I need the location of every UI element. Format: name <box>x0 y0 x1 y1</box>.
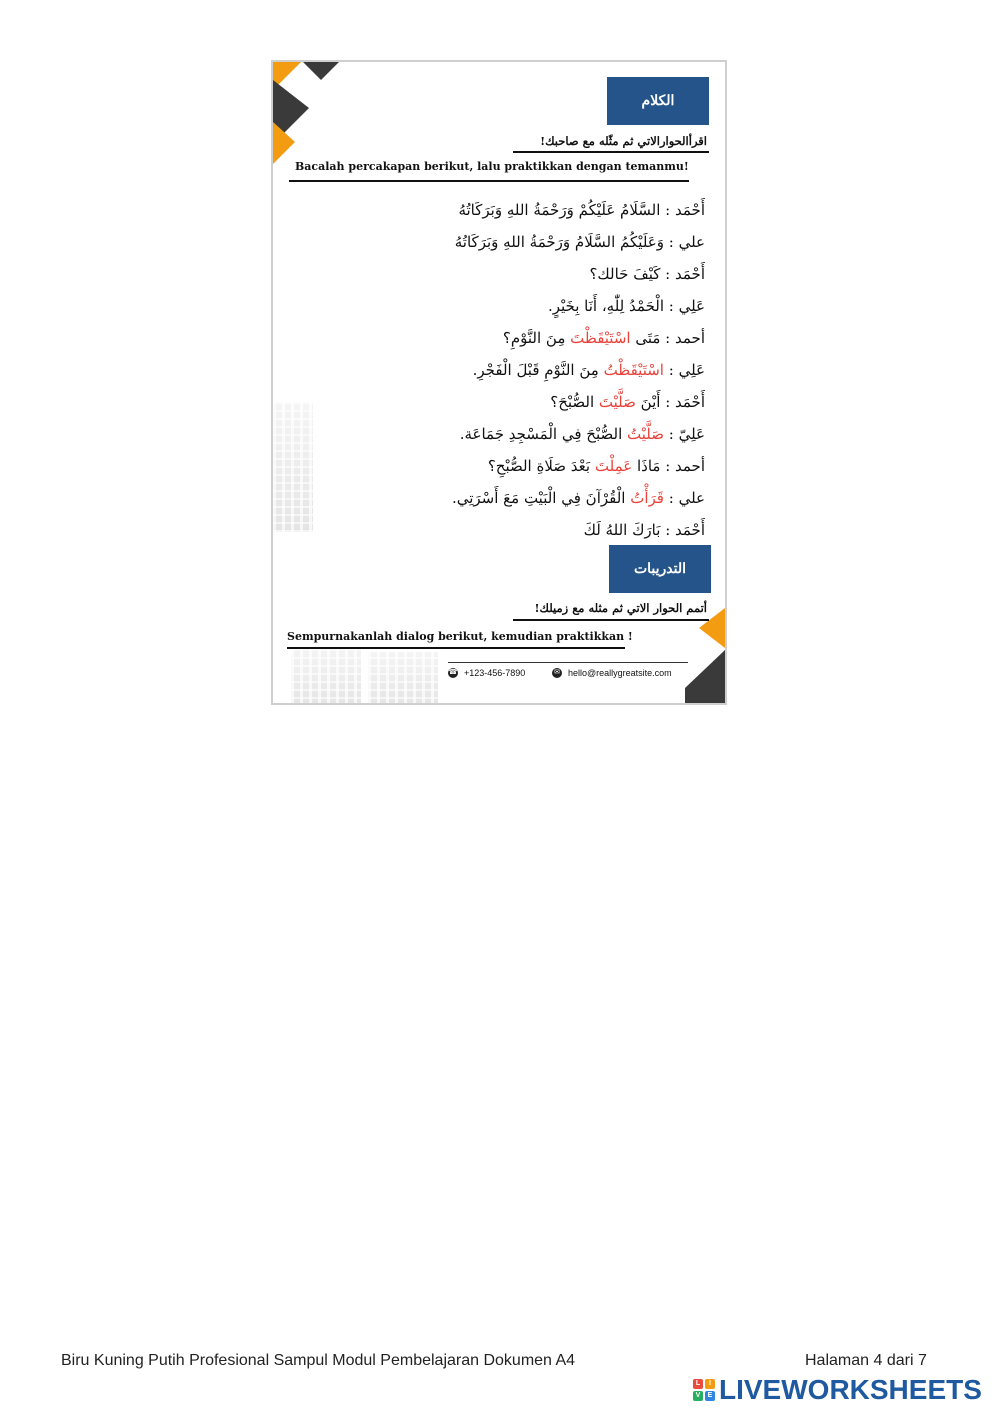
section-title-tadribat: التدريبات <box>609 545 711 593</box>
dialog-line <box>405 450 705 482</box>
dialog-text: بَعْدَ صَلَاةِ الصُّبْحِ؟ <box>487 457 595 475</box>
dialog-text: أَحْمَد : أَيْنَ <box>635 393 705 411</box>
instruction-arabic-1: اقرأالحوارالاتي ثم مثّله مع صاحبك! <box>540 134 707 148</box>
dialog-text: أحمد : مَتَى <box>630 329 705 347</box>
dialog-line <box>405 386 705 418</box>
logo-letter-i: I <box>705 1379 715 1389</box>
logo-letter-l: L <box>693 1379 703 1389</box>
email-contact <box>552 668 672 678</box>
dialog-text: الصُّبْحَ؟ <box>550 393 599 411</box>
phone-number: +123-456-7890 <box>464 668 526 678</box>
instruction-arabic-2: أتمم الحوار الاتي ثم مثله مع زميلك! <box>534 601 707 615</box>
dialog-line <box>405 322 705 354</box>
dialog-verb-highlight: صَلَّيْتَ <box>598 393 636 411</box>
dialog-text: عَلِي : <box>663 361 705 379</box>
dialog-text: أَحْمَد : بَارَكَ اللهُ لَكَ <box>583 521 705 539</box>
instruction-arabic-2-underline <box>513 619 709 621</box>
page-indicator: Halaman 4 dari 7 <box>805 1352 927 1369</box>
dialog-text: أحمد : مَاذَا <box>632 457 705 475</box>
top-left-decoration <box>273 62 343 172</box>
instruction-indonesian-1: Bacalah percakapan berikut, lalu praktikkan dengan temanmu! <box>295 160 689 173</box>
bottom-right-decoration <box>685 608 725 703</box>
document-caption: Biru Kuning Putih Profesional Sampul Modul Pembelajaran Dokumen A4 <box>61 1352 576 1369</box>
email-icon: ✉ <box>552 668 562 678</box>
dialog-line <box>405 194 705 226</box>
instruction-indonesian-2: Sempurnakanlah dialog berikut, kemudian praktikkan ! <box>287 630 633 643</box>
dialog-verb-highlight: اسْتَيْقَظْتُ <box>603 361 664 379</box>
dialog-text: مِنَ النَّوْمِ قَبْلَ الْفَجْرِ. <box>472 361 604 379</box>
dialog-text: أَحْمَد : السَّلَامُ عَلَيْكُمْ وَرَحْمَةُ اللهِ وَبَرَكَاتُهُ <box>458 201 705 219</box>
dialog-line <box>405 258 705 290</box>
dialog-block <box>405 194 705 546</box>
contact-footer-rule <box>448 662 688 663</box>
section-title-kalam: الكلام <box>607 77 709 125</box>
worksheet-page <box>271 60 727 705</box>
dialog-text: علي : وَعَلَيْكُمُ السَّلَامُ وَرَحْمَةُ اللهِ وَبَرَكَاتُهُ <box>454 233 705 251</box>
dialog-verb-highlight: قَرَأْتُ <box>630 489 664 507</box>
dialog-verb-highlight: عَمِلْتَ <box>594 457 633 475</box>
dialog-text: الْقُرْآنَ فِي الْبَيْتِ مَعَ أَسْرَتِي. <box>451 489 631 507</box>
liveworksheets-logo <box>693 1374 982 1406</box>
background-building-bottom-1 <box>291 647 361 705</box>
logo-letter-e: E <box>705 1391 715 1401</box>
liveworksheets-logo-icon <box>693 1379 715 1401</box>
dialog-text: عَلِيّ : <box>663 425 705 443</box>
email-address: hello@reallygreatsite.com <box>568 668 672 678</box>
instruction-arabic-1-underline <box>513 151 709 153</box>
instruction-indonesian-2-underline <box>287 647 625 649</box>
dialog-verb-highlight: صَلَّيْتُ <box>627 425 664 443</box>
instruction-indonesian-1-underline <box>289 180 689 182</box>
dialog-line <box>405 514 705 546</box>
phone-icon: ☎ <box>448 669 458 676</box>
background-building-left <box>273 402 313 532</box>
phone-contact <box>448 668 525 678</box>
background-building-bottom-2 <box>368 652 438 705</box>
logo-letter-v: V <box>693 1391 703 1401</box>
liveworksheets-brand-text: LIVEWORKSHEETS <box>719 1374 982 1405</box>
dialog-line <box>405 226 705 258</box>
dialog-text: علي : <box>663 489 705 507</box>
dialog-text: عَلِي : الْحَمْدُ لِلّٰهِ، أَنَا بِخَيْرٍ. <box>547 297 705 315</box>
dialog-line <box>405 418 705 450</box>
dialog-line <box>405 290 705 322</box>
dialog-text: أَحْمَد : كَيْفَ حَالك؟ <box>589 265 705 283</box>
dialog-text: الصُّبْحَ فِي الْمَسْجِدِ جَمَاعَة. <box>459 425 628 443</box>
dialog-line <box>405 354 705 386</box>
dialog-line <box>405 482 705 514</box>
dialog-text: مِنَ النَّوْمِ؟ <box>502 329 571 347</box>
dialog-verb-highlight: اسْتَيْقَظْتَ <box>570 329 631 347</box>
